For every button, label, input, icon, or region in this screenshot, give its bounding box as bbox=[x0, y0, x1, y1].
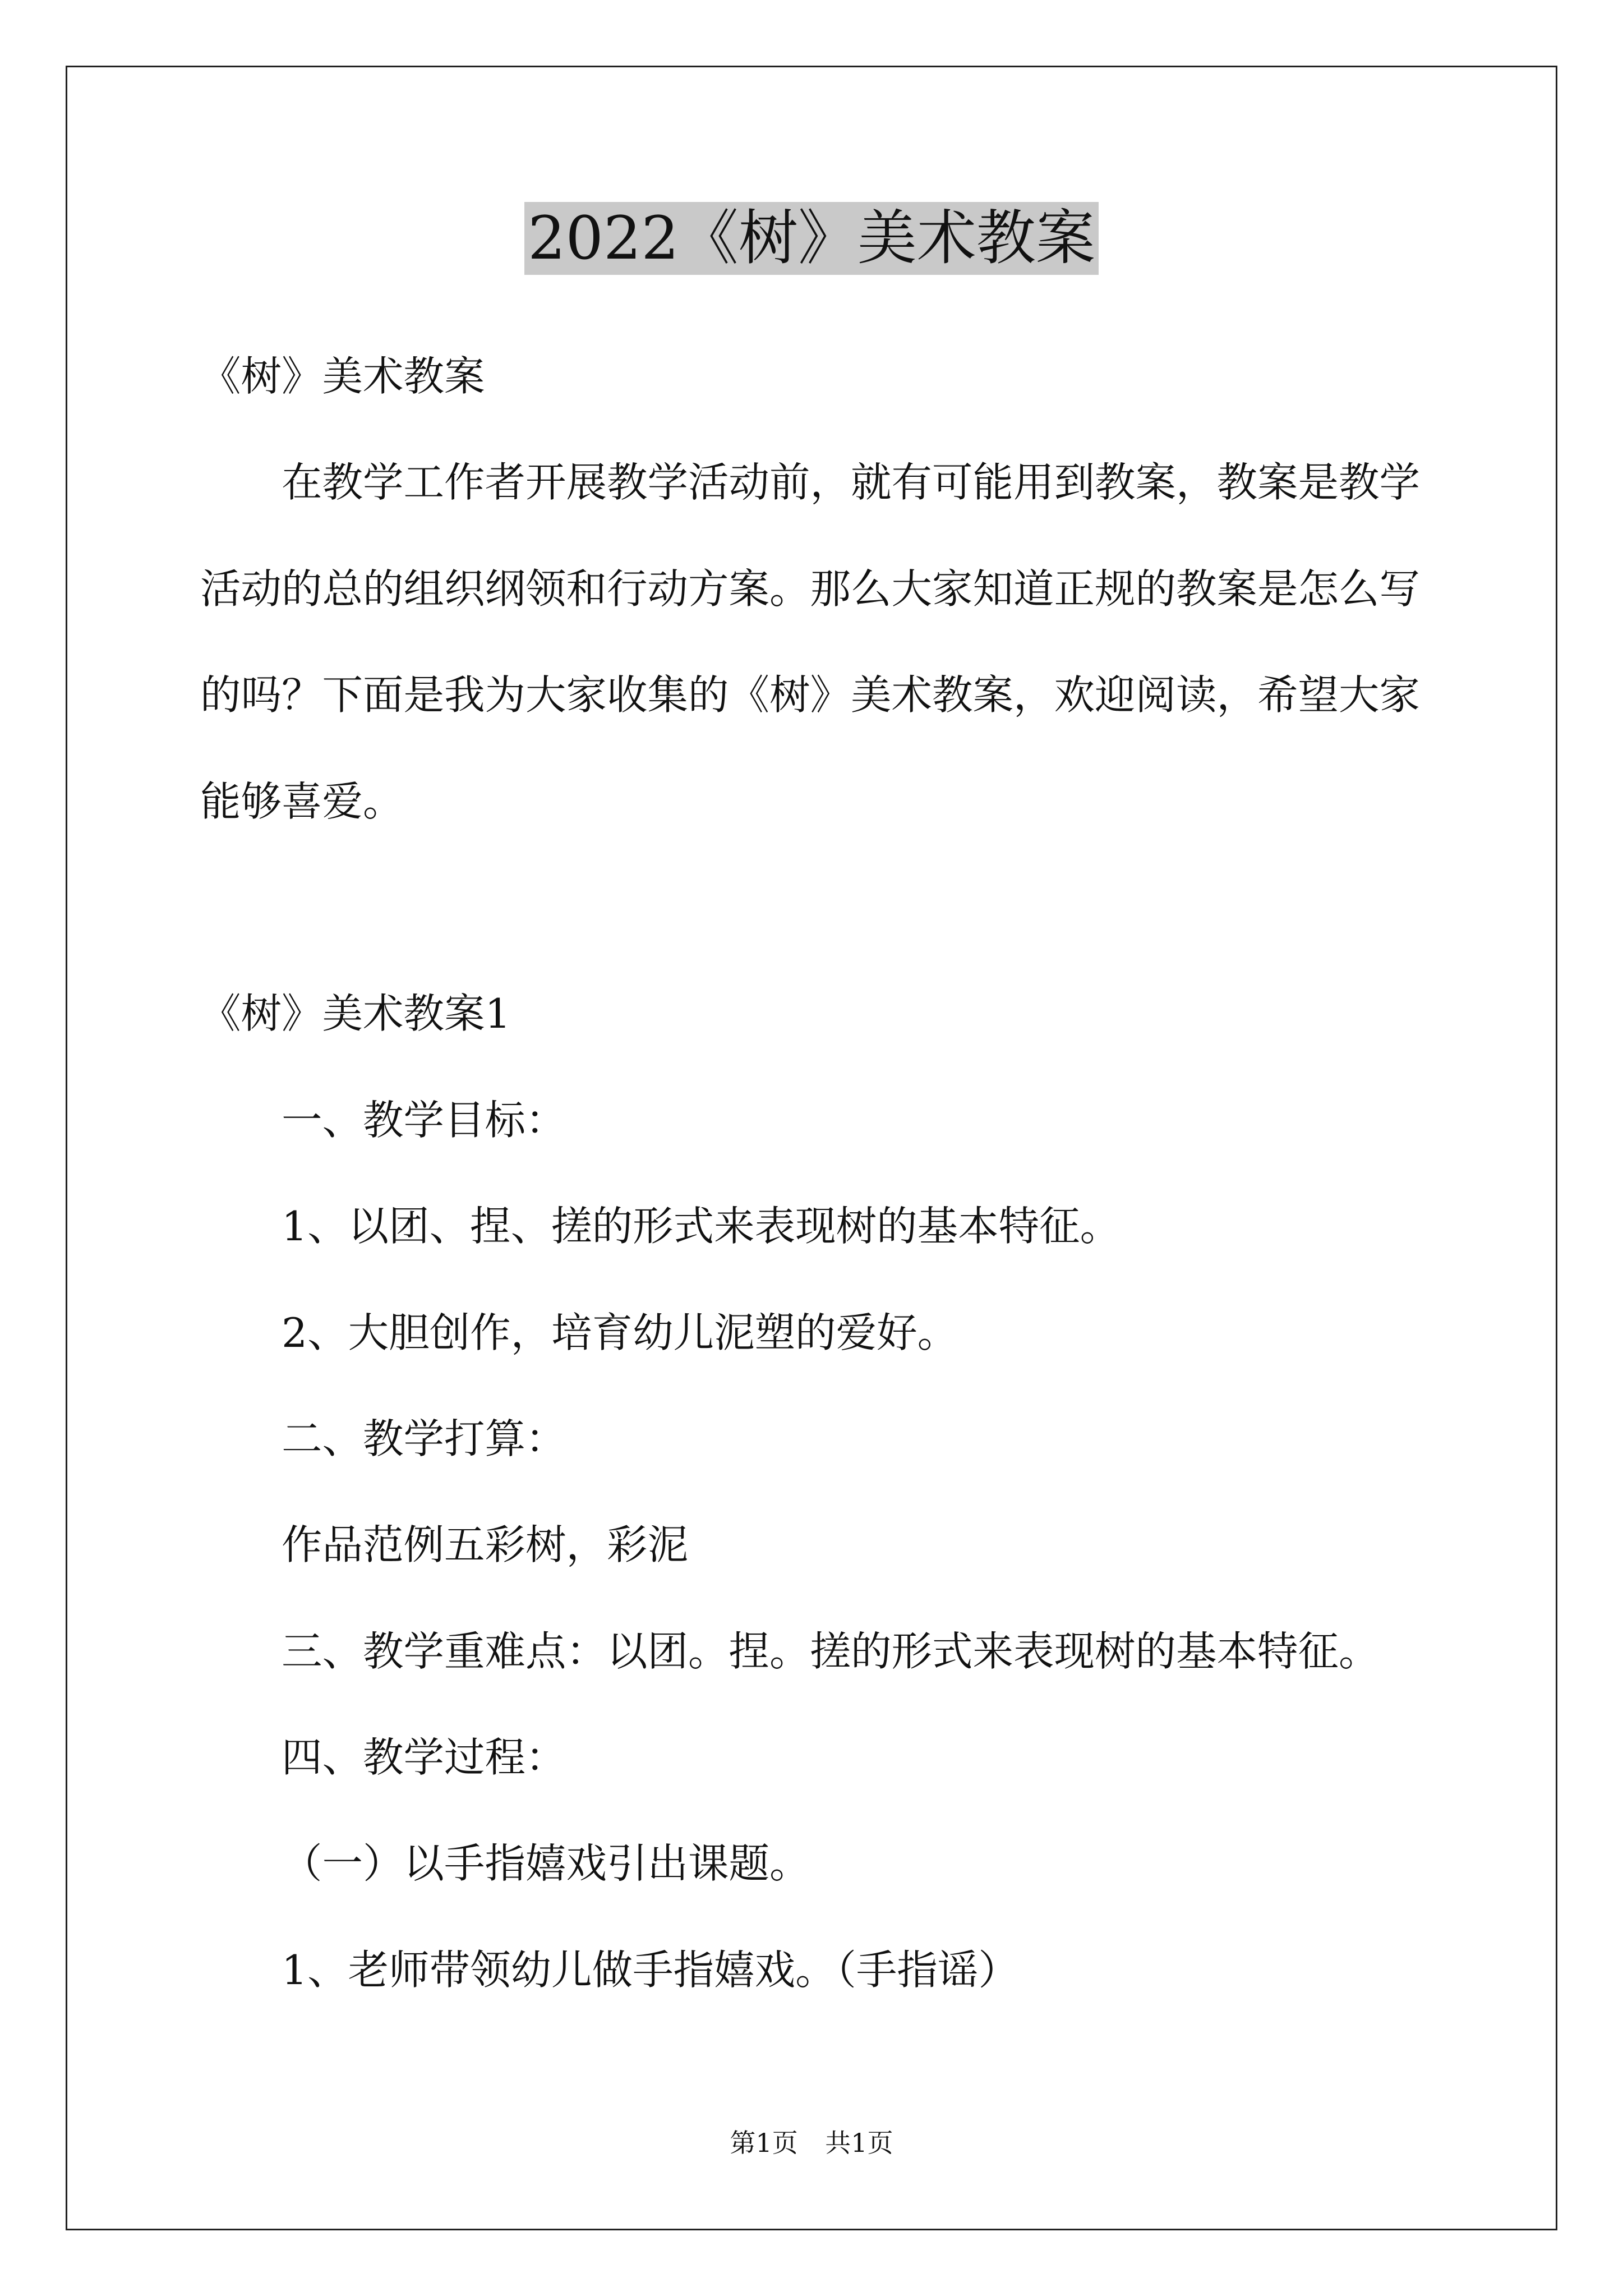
page-footer: 第1页 共1页 bbox=[730, 2128, 893, 2158]
section-line: 四、教学过程： bbox=[282, 1734, 566, 1782]
section-heading: 《树》美术教案1 bbox=[200, 991, 511, 1038]
section-line: 作品范例五彩树，彩泥 bbox=[282, 1522, 688, 1570]
intro-paragraph-line: 的吗？下面是我为大家收集的《树》美术教案，欢迎阅读，希望大家 bbox=[200, 672, 1420, 720]
page-title: 2022《树》美术教案 bbox=[524, 202, 1099, 275]
document-subtitle: 《树》美术教案 bbox=[200, 353, 485, 401]
paragraph-spacer bbox=[200, 855, 1490, 961]
document-body bbox=[200, 324, 1490, 2024]
section-line: 1、以团、捏、搓的形式来表现树的基本特征。 bbox=[282, 1203, 1121, 1251]
section-line: 1、老师带领幼儿做手指嬉戏。（手指谣） bbox=[282, 1947, 1019, 1994]
intro-paragraph-line: 在教学工作者开展教学活动前，就有可能用到教案，教案是教学 bbox=[282, 459, 1420, 507]
intro-paragraph-line: 活动的总的组织纲领和行动方案。那么大家知道正规的教案是怎么写 bbox=[200, 565, 1420, 613]
intro-paragraph-line: 能够喜爱。 bbox=[200, 778, 404, 826]
section-line: 一、教学目标： bbox=[282, 1097, 566, 1144]
section-line: 三、教学重难点：以团。捏。搓的形式来表现树的基本特征。 bbox=[282, 1628, 1380, 1676]
title-container bbox=[0, 202, 1623, 275]
section-line: （一）以手指嬉戏引出课题。 bbox=[282, 1841, 810, 1888]
section-line: 二、教学打算： bbox=[282, 1415, 566, 1463]
section-line: 2、大胆创作，培育幼儿泥塑的爱好。 bbox=[282, 1309, 958, 1357]
